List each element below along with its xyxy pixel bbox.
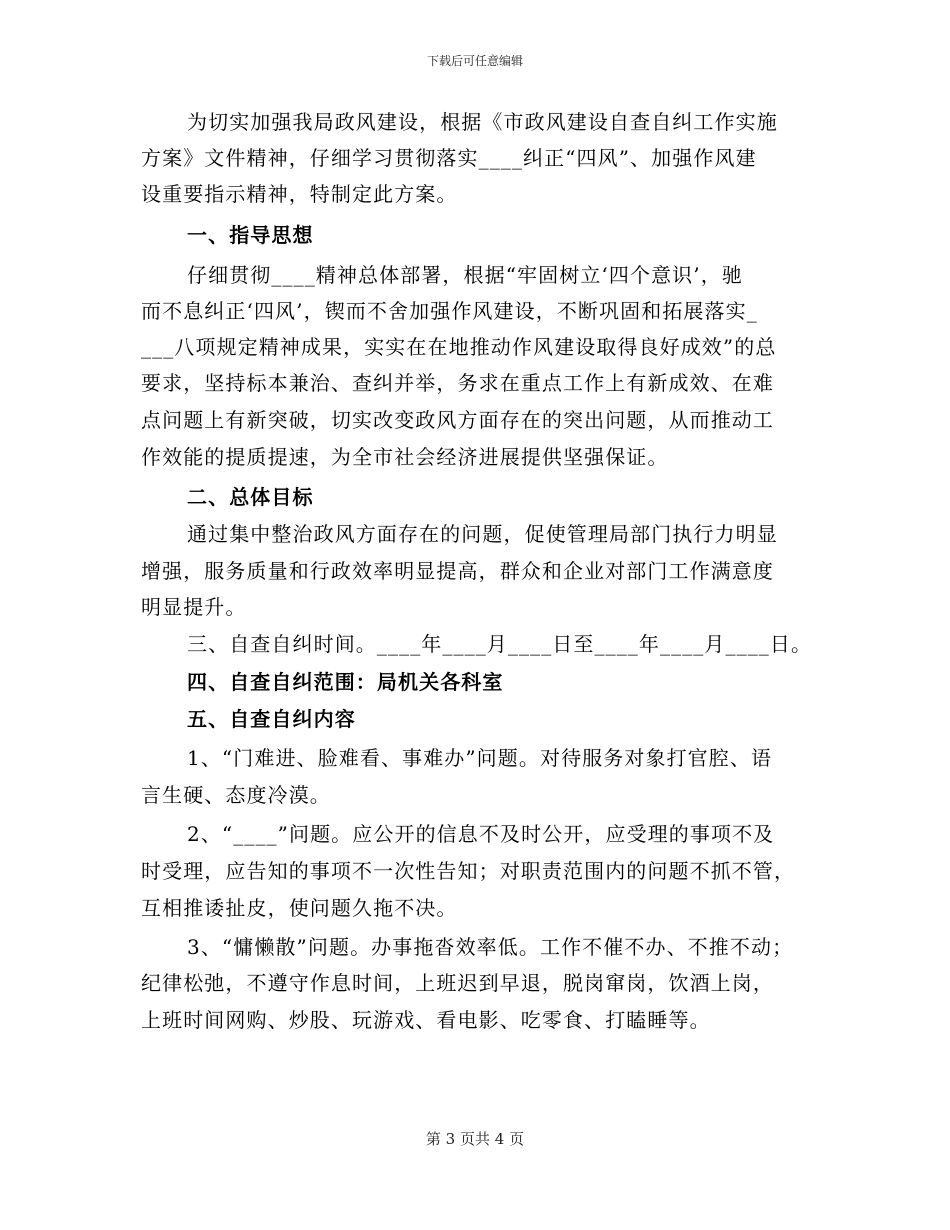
text-line: 互相推诿扯皮，使问题久拖不决。: [141, 896, 458, 920]
text-line: 1、“门难进、脸难看、事难办”问题。对待服务对象打官腔、语: [187, 746, 773, 770]
text-line: 为切实加强我局政风建设，根据《市政风建设自查自纠工作实施: [187, 110, 778, 134]
text-line: 3、“慵懒散”问题。办事拖沓效率低。工作不催不办、不推不动；: [187, 935, 794, 959]
text-line: 言生硬、态度冷漠。: [141, 783, 331, 807]
text-line: ___八项规定精神成果，实实在在地推动作风建设取得良好成效”的总: [141, 335, 777, 359]
text-line: 时受理，应告知的事项不一次性告知；对职责范围内的问题不抓不管，: [141, 859, 796, 883]
text-line: 纪律松弛，不遵守作息时间，上班迟到早退，脱岗窜岗，饮酒上岗，: [141, 971, 774, 995]
text-line: 点问题上有新突破，切实改变政风方面存在的突出问题，从而推动工: [141, 408, 774, 432]
text-line: 明显提升。: [141, 595, 247, 619]
text-line: 方案》文件精神，仔细学习贯彻落实____纠正“四风”、加强作风建: [141, 146, 757, 170]
section-heading: 二、总体目标: [187, 485, 314, 509]
section-heading: 五、自查自纠内容: [187, 707, 356, 731]
text-line: 增强，服务质量和行政效率明显提高，群众和企业对部门工作满意度: [141, 559, 774, 583]
text-line: 仔细贯彻____精神总体部署，根据“牢固树立‘四个意识’，驰: [187, 263, 743, 287]
text-line: 而不息纠正‘四风’，锲而不舍加强作风建设，不断巩固和拓展落实_: [141, 299, 758, 323]
text-line: 2、“____”问题。应公开的信息不及时公开，应受理的事项不及: [187, 822, 775, 846]
text-line: 作效能的提质提速，为全市社会经济进展提供坚强保证。: [141, 445, 669, 469]
text-line: 上班时间网购、炒股、玩游戏、看电影、吃零食、打瞌睡等。: [141, 1008, 711, 1032]
text-line: 要求，坚持标本兼治、查纠并举，务求在重点工作上有新成效、在难: [141, 371, 774, 395]
text-line: 通过集中整治政风方面存在的问题，促使管理局部门执行力明显: [187, 522, 778, 546]
section-heading: 一、指导思想: [187, 223, 314, 247]
text-line: 设重要指示精神，特制定此方案。: [141, 182, 458, 206]
page-header: 下载后可任意编辑: [426, 54, 523, 68]
section-heading: 四、自查自纠范围：局机关各科室: [187, 670, 504, 694]
text-line: 三、自查自纠时间。____年____月____日至____年____月____日。: [187, 632, 813, 656]
page-footer: 第 3 页共 4 页: [425, 1130, 525, 1148]
